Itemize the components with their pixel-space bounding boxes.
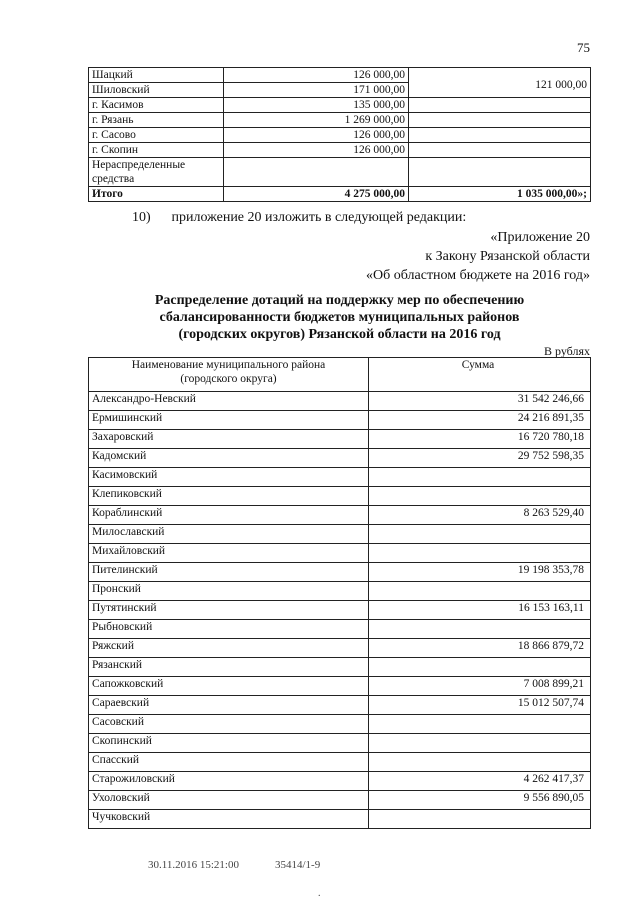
allocation-table-continued [88,67,591,202]
table-row [89,68,591,83]
appendix-line: «Об областном бюджете на 2016 год» [366,268,590,283]
empty-cell [409,98,591,113]
total-label: Итого [89,187,224,202]
header-name [89,358,369,392]
district-sum [369,753,591,772]
district-name: Кораблинский [89,506,369,525]
total-amount-2: 1 035 000,00»; [409,187,591,202]
district-sum [369,544,591,563]
header-name-line: (городского округа) [180,373,277,385]
table-row [89,113,591,128]
empty-cell [409,158,591,187]
item-number: 10) [132,210,151,225]
header-name-line: Наименование муниципального района [131,359,326,371]
district-sum: 4 262 417,37 [369,772,591,791]
district-name: Касимовский [89,468,369,487]
empty-cell [409,113,591,128]
total-amount: 4 275 000,00 [224,187,409,202]
district-sum [369,468,591,487]
district-sum [369,715,591,734]
table-row [89,143,591,158]
table-row [89,639,591,658]
district-name: Путятинский [89,601,369,620]
district-name: Пронский [89,582,369,601]
print-timestamp: 30.11.2016 15:21:00 [148,859,239,871]
district-sum: 18 866 879,72 [369,639,591,658]
district-sum: 16 153 163,11 [369,601,591,620]
district-sum: 16 720 780,18 [369,430,591,449]
district-name: Ермишинский [89,411,369,430]
district-sum [369,525,591,544]
district-name: Кадомский [89,449,369,468]
district-amount [224,158,409,187]
district-name: Захаровский [89,430,369,449]
district-sum [369,620,591,639]
table-row [89,791,591,810]
district-name: Нераспределенные средства [89,158,224,187]
district-sum [369,810,591,829]
table-row [89,715,591,734]
district-name: Михайловский [89,544,369,563]
title-line: (городских округов) Рязанской области на 2016 год [178,327,501,342]
district-name: Сапожковский [89,677,369,696]
district-sum: 15 012 507,74 [369,696,591,715]
merged-amount: 121 000,00 [409,68,591,98]
district-name: Шацкий [89,68,224,83]
district-amount: 126 000,00 [224,143,409,158]
subsidy-distribution-table [88,357,591,829]
table-row [89,430,591,449]
district-amount: 135 000,00 [224,98,409,113]
units-label: В рублях [543,344,590,358]
page-number: 75 [577,40,590,55]
table-row [89,753,591,772]
table-row [89,544,591,563]
table-row [89,158,591,187]
title-line: сбалансированности бюджетов муниципальных районов [159,310,520,325]
district-name: Ряжский [89,639,369,658]
district-sum [369,582,591,601]
document-title [88,292,591,343]
table-row [89,734,591,753]
district-name: г. Сасово [89,128,224,143]
title-line: Распределение дотаций на поддержку мер по обеспечению [154,293,525,308]
header-sum: Сумма [369,358,591,392]
table-row [89,601,591,620]
district-name: Спасский [89,753,369,772]
table-row [89,772,591,791]
district-name: Ухоловский [89,791,369,810]
table-row [89,582,591,601]
table-row [89,98,591,113]
district-name: Шиловский [89,83,224,98]
empty-cell [409,143,591,158]
table-row [89,128,591,143]
district-amount: 126 000,00 [224,128,409,143]
district-amount: 126 000,00 [224,68,409,83]
table-row [89,658,591,677]
district-name: Клепиковский [89,487,369,506]
district-amount: 1 269 000,00 [224,113,409,128]
print-stamp [148,859,320,871]
district-name: Скопинский [89,734,369,753]
district-amount: 171 000,00 [224,83,409,98]
district-sum [369,487,591,506]
table-row [89,487,591,506]
document-code: 35414/1-9 [274,859,321,871]
district-name: Рыбновский [89,620,369,639]
table-row [89,506,591,525]
table-row [89,392,591,411]
appendix-reference [366,228,590,285]
district-sum: 29 752 598,35 [369,449,591,468]
district-sum: 19 198 353,78 [369,563,591,582]
district-sum: 31 542 246,66 [369,392,591,411]
district-sum: 24 216 891,35 [369,411,591,430]
table-row [89,677,591,696]
district-name: г. Рязань [89,113,224,128]
district-name: Сасовский [89,715,369,734]
table-header [89,358,591,392]
district-name: г. Скопин [89,143,224,158]
district-name: Старожиловский [89,772,369,791]
district-name: Пителинский [89,563,369,582]
table-row [89,810,591,829]
table-row [89,411,591,430]
total-row [89,187,591,202]
table-row [89,468,591,487]
item-text: приложение 20 изложить в следующей редакции: [171,210,467,225]
district-sum: 7 008 899,21 [369,677,591,696]
district-name: г. Касимов [89,98,224,113]
district-sum: 9 556 890,05 [369,791,591,810]
footer-mark: . [318,888,321,899]
district-name: Милославский [89,525,369,544]
table-row [89,620,591,639]
appendix-line: к Закону Рязанской области [425,249,590,264]
appendix-line: «Приложение 20 [490,230,590,245]
table-row [89,696,591,715]
table-row [89,563,591,582]
district-sum: 8 263 529,40 [369,506,591,525]
district-name: Сараевский [89,696,369,715]
table-row [89,449,591,468]
district-name: Чучковский [89,810,369,829]
table-row [89,525,591,544]
district-sum [369,734,591,753]
empty-cell [409,128,591,143]
district-name: Рязанский [89,658,369,677]
district-name: Александро-Невский [89,392,369,411]
amendment-item [132,210,466,226]
district-sum [369,658,591,677]
